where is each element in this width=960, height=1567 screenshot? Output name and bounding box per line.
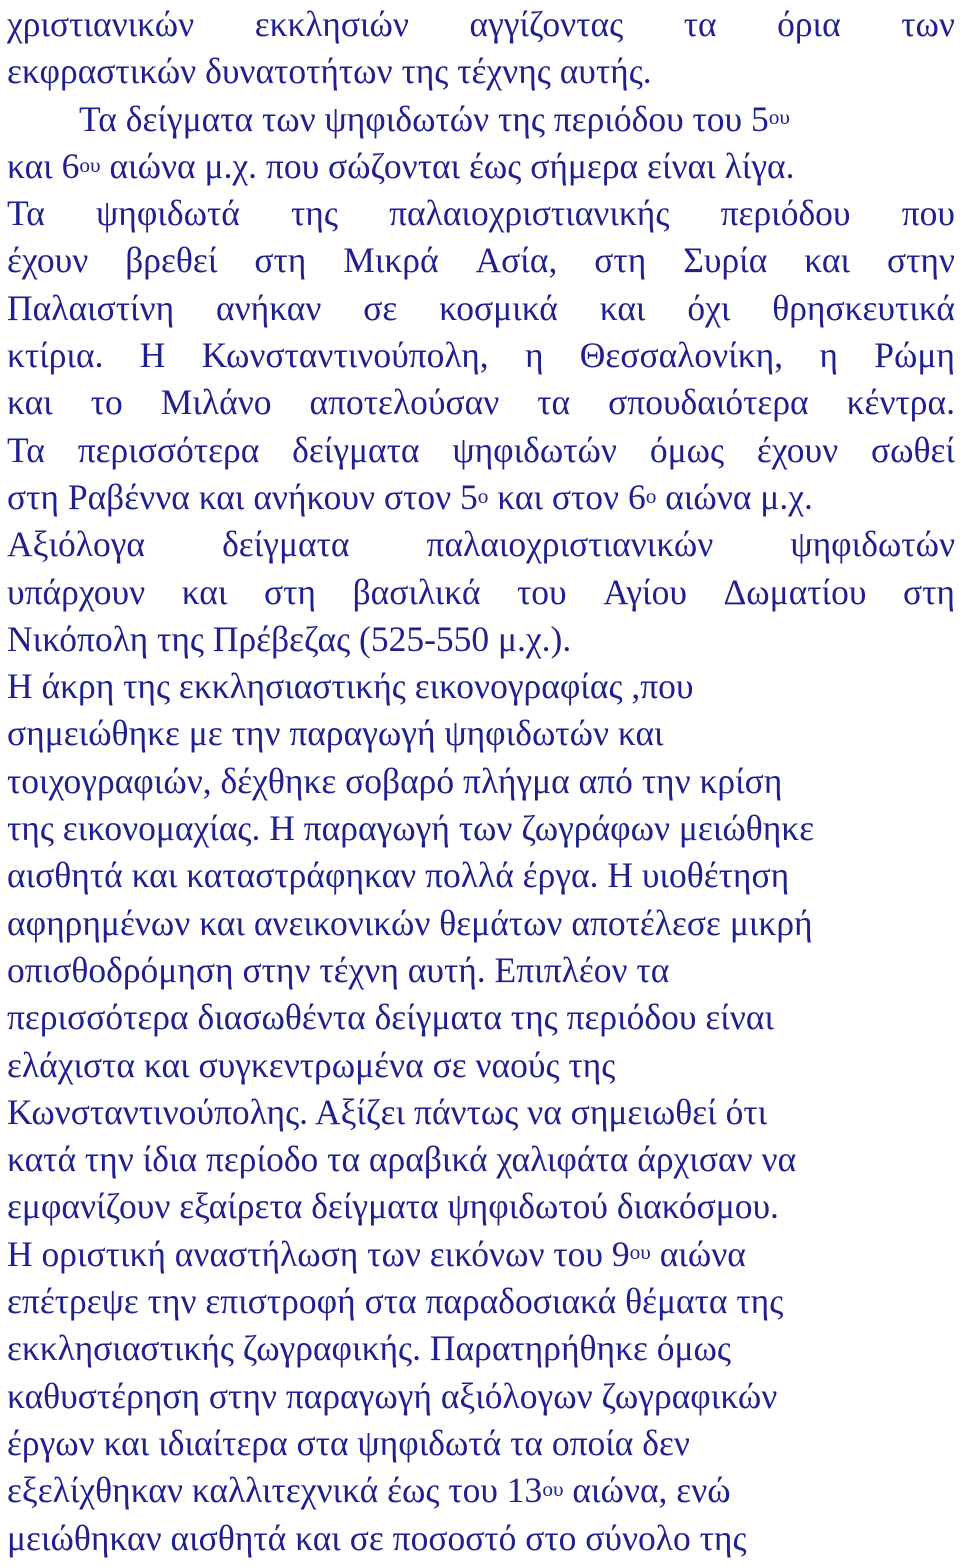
word: κοσμικά [439, 287, 558, 328]
word: το [90, 382, 123, 423]
word: στη [254, 240, 307, 281]
word: βρεθεί [125, 240, 218, 281]
word: χριστιανικών [7, 4, 195, 44]
word: των [901, 4, 955, 44]
word: και [181, 571, 228, 612]
word: σωθεί [870, 429, 955, 470]
superscript: ο [477, 483, 489, 508]
word: δείγματα [292, 429, 420, 470]
text-line: μειώθηκαν αισθητά και σε ποσοστό στο σύνολο της [7, 1517, 747, 1558]
text-line: κατά την ίδια περίοδο τα αραβικά χαλιφάτα άρχισαν να [7, 1139, 797, 1180]
word: ψηφιδωτά [96, 193, 240, 234]
word: περισσότερα [77, 429, 260, 470]
superscript: ο [645, 483, 657, 508]
text-line: Νικόπολη της Πρέβεζας (525-550 μ.χ.). [7, 618, 572, 659]
superscript: ου [629, 1240, 651, 1265]
word: Μιλάνο [160, 382, 272, 423]
text-line [7, 1231, 955, 1278]
text-span: εξελίχθηκαν καλλιτεχνικά έως του 13 [7, 1470, 543, 1511]
superscript: ου [768, 105, 790, 130]
word: ανήκαν [216, 287, 322, 328]
text-line: έργων και ιδιαίτερα στα ψηφιδωτά τα οποία δεν [7, 1422, 690, 1463]
word: βασιλικά [352, 571, 481, 612]
word: αποτελούσαν [309, 382, 500, 423]
word: θρησκευτικά [772, 287, 955, 328]
word: όμως [649, 429, 725, 470]
text-line: αισθητά και καταστράφηκαν πολλά έργα. Η υιοθέτηση [7, 855, 790, 896]
paragraph-iconoclasm [7, 663, 955, 1562]
word: που [901, 193, 955, 234]
text-line [7, 427, 955, 474]
word: Μικρά [343, 240, 439, 281]
text-line [7, 1, 955, 48]
text-line: καθυστέρηση στην παραγωγή αξιόλογων ζωγραφικών [7, 1375, 778, 1416]
word: κτίρια. [7, 335, 104, 376]
word: ψηφιδωτών [790, 524, 955, 565]
word: στη [594, 240, 647, 281]
word: Ασία, [475, 240, 558, 281]
word: στη [264, 571, 316, 612]
text-line: της εικονομαχίας. Η παραγωγή των ζωγράφων μειώθηκε [7, 808, 815, 849]
text-line [7, 1467, 955, 1514]
text-line [7, 96, 955, 143]
word: Συρία [683, 240, 768, 281]
text-line [7, 285, 955, 332]
text-line [7, 379, 955, 426]
text-line: Η άκρη της εκκλησιαστικής εικονογραφίας ,που [7, 666, 694, 707]
word: περιόδου [720, 193, 851, 234]
text-line: εμφανίζουν εξαίρετα δείγματα ψηφιδωτού διακόσμου. [7, 1186, 779, 1227]
word: σπουδαιότερα [608, 382, 809, 423]
word: Κωνσταντινούπολη, [201, 335, 489, 376]
word: όρια [777, 4, 841, 44]
word: τα [537, 382, 571, 423]
text-line: οπισθοδρόμηση στην τέχνη αυτή. Επιπλέον τα [7, 949, 670, 990]
text-span: και 6 [7, 145, 80, 186]
text-line [7, 237, 955, 284]
text-span: αιώνα μ.χ. που σώζονται έως σήμερα είναι λίγα. [100, 145, 795, 186]
text-line [7, 143, 955, 190]
text-line: επέτρεψε την επιστροφή στα παραδοσιακά θέματα της [7, 1281, 784, 1322]
word: Τα [7, 193, 45, 234]
word: Δωματίου [723, 571, 867, 612]
superscript: ου [79, 152, 101, 177]
word: Τα [7, 429, 45, 470]
word: σε [363, 287, 398, 328]
text-line: περισσότερα διασωθέντα δείγματα της περιόδου είναι [7, 997, 775, 1038]
word: κέντρα. [846, 382, 955, 423]
text-span: Τα δείγματα των ψηφιδωτών της περιόδου του 5 [79, 98, 769, 139]
text-span: αιώνα [650, 1233, 746, 1274]
word: Η [139, 335, 166, 376]
word: παλαιοχριστιανικής [389, 193, 670, 234]
word: Ρώμη [874, 335, 955, 376]
text-line: ελάχιστα και συγκεντρωμένα σε ναούς της [7, 1044, 616, 1085]
word: η [819, 335, 838, 376]
superscript: ου [542, 1476, 564, 1501]
word: η [524, 335, 544, 376]
word: έχουν [756, 429, 839, 470]
word: και [7, 382, 53, 423]
word: έχουν [7, 240, 89, 281]
text-line: Κωνσταντινούπολης. Αξίζει πάντως να σημειωθεί ότι [7, 1091, 768, 1132]
text-line [7, 474, 955, 521]
text-line: εκφραστικών δυνατοτήτων της τέχνης αυτής. [7, 51, 652, 92]
text-span: και στον 6 [488, 476, 646, 517]
text-line [7, 332, 955, 379]
word: Αξιόλογα [7, 524, 146, 565]
word: παλαιοχριστιανικών [426, 524, 714, 565]
word: και [599, 287, 646, 328]
word: αγγίζοντας [469, 4, 624, 44]
word: εκκλησιών [254, 4, 409, 44]
text-line [7, 190, 955, 237]
word: και [804, 240, 851, 281]
word: όχι [687, 287, 731, 328]
word: Αγίου [603, 571, 687, 612]
text-span: αιώνα μ.χ. [656, 476, 813, 517]
text-line: τοιχογραφιών, δέχθηκε σοβαρό πλήγμα από την κρίση [7, 760, 783, 801]
text-span: Η οριστική αναστήλωση των εικόνων του 9 [7, 1233, 630, 1274]
word: τα [683, 4, 717, 44]
text-span: στη Ραβέννα και ανήκουν στον 5 [7, 476, 478, 517]
word: ψηφιδωτών [452, 429, 617, 470]
text-line: σημειώθηκε με την παραγωγή ψηφιδωτών και [7, 713, 664, 754]
document-page [7, 0, 955, 1562]
text-line: εκκλησιαστικής ζωγραφικής. Παρατηρήθηκε όμως [7, 1328, 731, 1369]
word: Θεσσαλονίκη, [579, 335, 784, 376]
paragraph-intro [7, 0, 955, 663]
word: Παλαιστίνη [7, 287, 175, 328]
text-line: αφηρημένων και ανεικονικών θεμάτων αποτέλεσε μικρή [7, 902, 813, 943]
word: της [291, 193, 338, 234]
text-span: αιώνα, ενώ [563, 1470, 731, 1511]
word: υπάρχουν [7, 571, 146, 612]
text-line [7, 521, 955, 568]
text-line [7, 569, 955, 616]
word: στη [903, 571, 955, 612]
word: του [516, 571, 567, 612]
word: στην [886, 240, 955, 281]
word: δείγματα [222, 524, 350, 565]
